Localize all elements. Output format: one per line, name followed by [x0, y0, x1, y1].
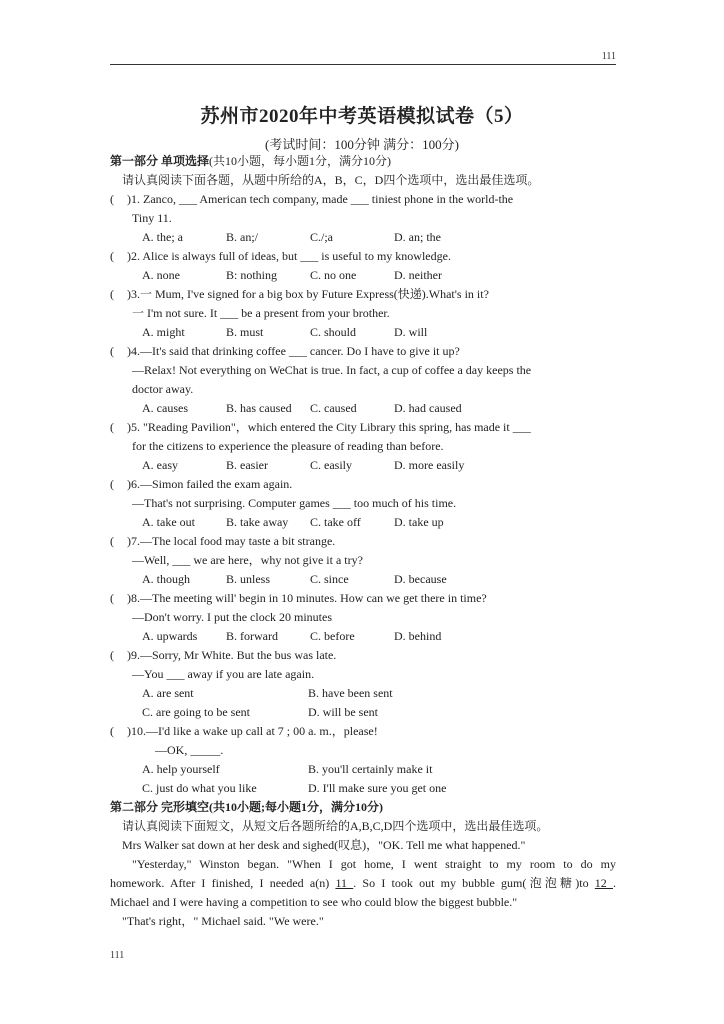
part1-heading [110, 152, 616, 171]
options-row [110, 456, 616, 475]
answer-blank[interactable]: ( [110, 420, 114, 434]
passage-line: "Yesterday," Winston began. "When I got home, I went straight to my room to do my [132, 857, 616, 871]
option-d: D. will be sent [308, 705, 378, 719]
exam-info: (考试时间：100分钟 满分：100分) [265, 137, 459, 152]
option-d: D. behind [394, 629, 442, 643]
option-c: C./;a [310, 230, 333, 244]
option-d: D. neither [394, 268, 442, 282]
options-row [110, 703, 616, 722]
option-d: D. more easily [394, 458, 465, 472]
question-stem [110, 475, 616, 494]
option-c: C. just do what you like [142, 781, 257, 795]
option-d: D. an; the [394, 230, 441, 244]
part1-title: 第一部分 单项选择 [110, 154, 210, 168]
options-row [110, 779, 616, 798]
question-stem [110, 247, 616, 266]
question-stem-continued: —Well, ___ we are here，why not give it a try? [132, 553, 363, 567]
option-a: A. help yourself [142, 762, 220, 776]
question-stem-continued: doctor away. [132, 382, 194, 396]
question-stem-continued: —You ___ away if you are late again. [132, 667, 315, 681]
option-c: C. before [310, 629, 355, 643]
options-row [110, 513, 616, 532]
question-stem [110, 589, 616, 608]
question-stem-continued: —That's not surprising. Computer games ___ too much of his time. [132, 496, 457, 510]
question-stem-continued: for the citizens to experience the pleasure of reading than before. [132, 439, 444, 453]
option-a: A. easy [142, 458, 178, 472]
options-row [110, 684, 616, 703]
option-c: C. are going to be sent [142, 705, 250, 719]
option-b: B: nothing [226, 268, 278, 282]
option-b: B. easier [226, 458, 268, 472]
question-text: )1. Zanco, ___ American tech company, made ___ tiniest phone in the world-the [127, 192, 514, 206]
part1-instruction: 请认真阅读下面各题，从题中所给的A，B，C，D四个选项中，选出最佳选项。 [122, 173, 540, 187]
option-b: B. take away [226, 515, 289, 529]
option-b: B. you'll certainly make it [308, 762, 433, 776]
option-b: B. have been sent [308, 686, 393, 700]
answer-blank[interactable]: ( [110, 534, 114, 548]
passage-text: . [613, 876, 617, 890]
option-a: A. none [142, 268, 180, 282]
option-b: B. unless [226, 572, 271, 586]
question-stem [110, 646, 616, 665]
option-c: C. no one [310, 268, 357, 282]
option-c: C. take off [310, 515, 361, 529]
option-d: D. will [394, 325, 428, 339]
option-a: A. might [142, 325, 185, 339]
options-row [110, 323, 616, 342]
option-c: C. since [310, 572, 349, 586]
option-c: C. easily [310, 458, 352, 472]
options-row [110, 627, 616, 646]
option-b: B. an;/ [226, 230, 258, 244]
passage-line [110, 874, 616, 893]
answer-blank[interactable]: ( [110, 477, 114, 491]
question-text: )5. "Reading Pavilion"，which entered the City Library this spring, has made it ___ [127, 420, 531, 434]
answer-blank[interactable]: ( [110, 591, 114, 605]
option-d: D. because [394, 572, 447, 586]
part2-instruction: 请认真阅读下面短文，从短文后各题所给的A,B,C,D四个选项中，选出最佳选项。 [122, 819, 549, 833]
question-text: )3.一 Mum, I've signed for a big box by Future Express(快递).What's in it? [127, 287, 489, 301]
option-b: B. forward [226, 629, 278, 643]
answer-blank[interactable]: ( [110, 724, 114, 738]
passage-line: Michael and I were having a competition to see who could blow the biggest bubble." [110, 895, 518, 909]
passage-line: "That's right，" Michael said. "We were." [122, 914, 324, 928]
question-stem [110, 342, 616, 361]
answer-blank[interactable]: ( [110, 648, 114, 662]
question-text: )10.—I'd like a wake up call at 7 ; 00 a. m.，please! [127, 724, 378, 738]
passage-text: . So I took out my bubble gum(泡泡糖)to [353, 876, 595, 890]
question-text: )2. Alice is always full of ideas, but ___ is useful to my knowledge. [127, 249, 451, 263]
blank-12: 12 [594, 876, 614, 890]
blank-11: 11 [335, 876, 354, 890]
option-a: A. causes [142, 401, 188, 415]
question-stem [110, 722, 616, 741]
options-row [110, 399, 616, 418]
option-b: B. must [226, 325, 264, 339]
question-stem-continued: —Don't worry. I put the clock 20 minutes [132, 610, 333, 624]
page-number-bottom: 111 [110, 950, 125, 961]
part1-scoring: (共10小题，每小题1分，满分10分) [209, 154, 392, 168]
option-a: A. upwards [142, 629, 198, 643]
option-a: A. are sent [142, 686, 194, 700]
options-row [110, 228, 616, 247]
option-b: B. has caused [226, 401, 292, 415]
question-stem [110, 418, 616, 437]
question-stem-continued: Tiny 11. [132, 211, 172, 225]
question-stem [110, 532, 616, 551]
question-stem-continued: 一 I'm not sure. It ___ be a present from your brother. [132, 306, 390, 320]
question-stem [110, 285, 616, 304]
option-a: A. though [142, 572, 190, 586]
header-rule [110, 64, 616, 65]
passage-text: homework. After I finished, I needed a(n) [110, 876, 336, 890]
answer-blank[interactable]: ( [110, 287, 114, 301]
question-text: )7.—The local food may taste a bit strange. [127, 534, 336, 548]
options-row [110, 266, 616, 285]
document-body [110, 152, 616, 931]
option-c: C. caused [310, 401, 357, 415]
question-text: )9.—Sorry, Mr White. But the bus was late. [127, 648, 337, 662]
answer-blank[interactable]: ( [110, 249, 114, 263]
options-row [110, 570, 616, 589]
question-stem-continued: —Relax! Not everything on WeChat is true. In fact, a cup of coffee a day keeps the [132, 363, 532, 377]
question-list [110, 190, 616, 798]
option-c: C. should [310, 325, 357, 339]
answer-blank[interactable]: ( [110, 344, 114, 358]
page-number-top: 111 [601, 51, 616, 62]
page-title: 苏州市2020年中考英语模拟试卷（5） [200, 106, 524, 127]
answer-blank[interactable]: ( [110, 192, 114, 206]
option-d: D. take up [394, 515, 444, 529]
option-a: A. take out [142, 515, 195, 529]
question-stem [110, 190, 616, 209]
question-text: )6.—Simon failed the exam again. [127, 477, 293, 491]
option-d: D. I'll make sure you get one [308, 781, 447, 795]
question-stem-continued: —OK, _____. [155, 743, 224, 757]
part2-heading: 第二部分 完形填空(共10小题;每小题1分，满分10分) [110, 800, 383, 814]
passage-line: Mrs Walker sat down at her desk and sighed(叹息)，"OK. Tell me what happened." [122, 838, 526, 852]
question-text: )8.—The meeting will' begin in 10 minutes. How can we get there in time? [127, 591, 487, 605]
option-d: D. had caused [394, 401, 462, 415]
option-a: A. the; a [142, 230, 183, 244]
question-text: )4.—It's said that drinking coffee ___ cancer. Do I have to give it up? [127, 344, 460, 358]
options-row [110, 760, 616, 779]
